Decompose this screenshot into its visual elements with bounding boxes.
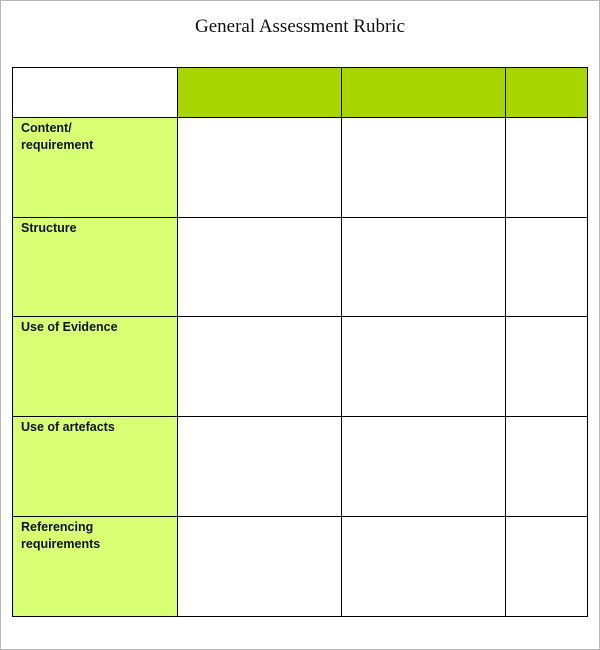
criterion-label-structure: Structure <box>21 221 77 235</box>
score-cell <box>506 417 588 517</box>
table-row <box>13 118 588 218</box>
criterion-label-use-of-evidence: Use of Evidence <box>21 320 118 334</box>
criterion-label-referencing-requirements: Referencing requirements <box>21 520 101 551</box>
table-row <box>13 317 588 417</box>
criterion-cell <box>13 517 178 617</box>
score-cell <box>506 118 588 218</box>
table-row <box>13 417 588 517</box>
rubric-table <box>12 67 588 617</box>
document-title: General Assessment Rubric <box>194 16 405 37</box>
score-cell <box>506 218 588 317</box>
score-cell <box>178 317 342 417</box>
score-cell <box>178 118 342 218</box>
score-cell <box>342 118 506 218</box>
table-row <box>13 517 588 617</box>
score-cell <box>506 317 588 417</box>
criterion-cell <box>13 317 178 417</box>
score-cell <box>178 517 342 617</box>
criterion-cell <box>13 218 178 317</box>
score-cell <box>178 218 342 317</box>
header-cell-2 <box>342 68 506 118</box>
criterion-cell <box>13 417 178 517</box>
score-cell <box>342 417 506 517</box>
table-row <box>13 218 588 317</box>
score-cell <box>178 417 342 517</box>
criterion-label-use-of-artefacts: Use of artefacts <box>21 420 115 434</box>
score-cell <box>342 517 506 617</box>
criterion-label-content-requirement: Content/ requirement <box>21 121 94 152</box>
score-cell <box>342 218 506 317</box>
header-cell-1 <box>178 68 342 118</box>
header-cell-3 <box>506 68 588 118</box>
header-row <box>13 68 588 118</box>
score-cell <box>342 317 506 417</box>
score-cell <box>506 517 588 617</box>
criterion-cell <box>13 118 178 218</box>
corner-cell <box>13 68 178 118</box>
